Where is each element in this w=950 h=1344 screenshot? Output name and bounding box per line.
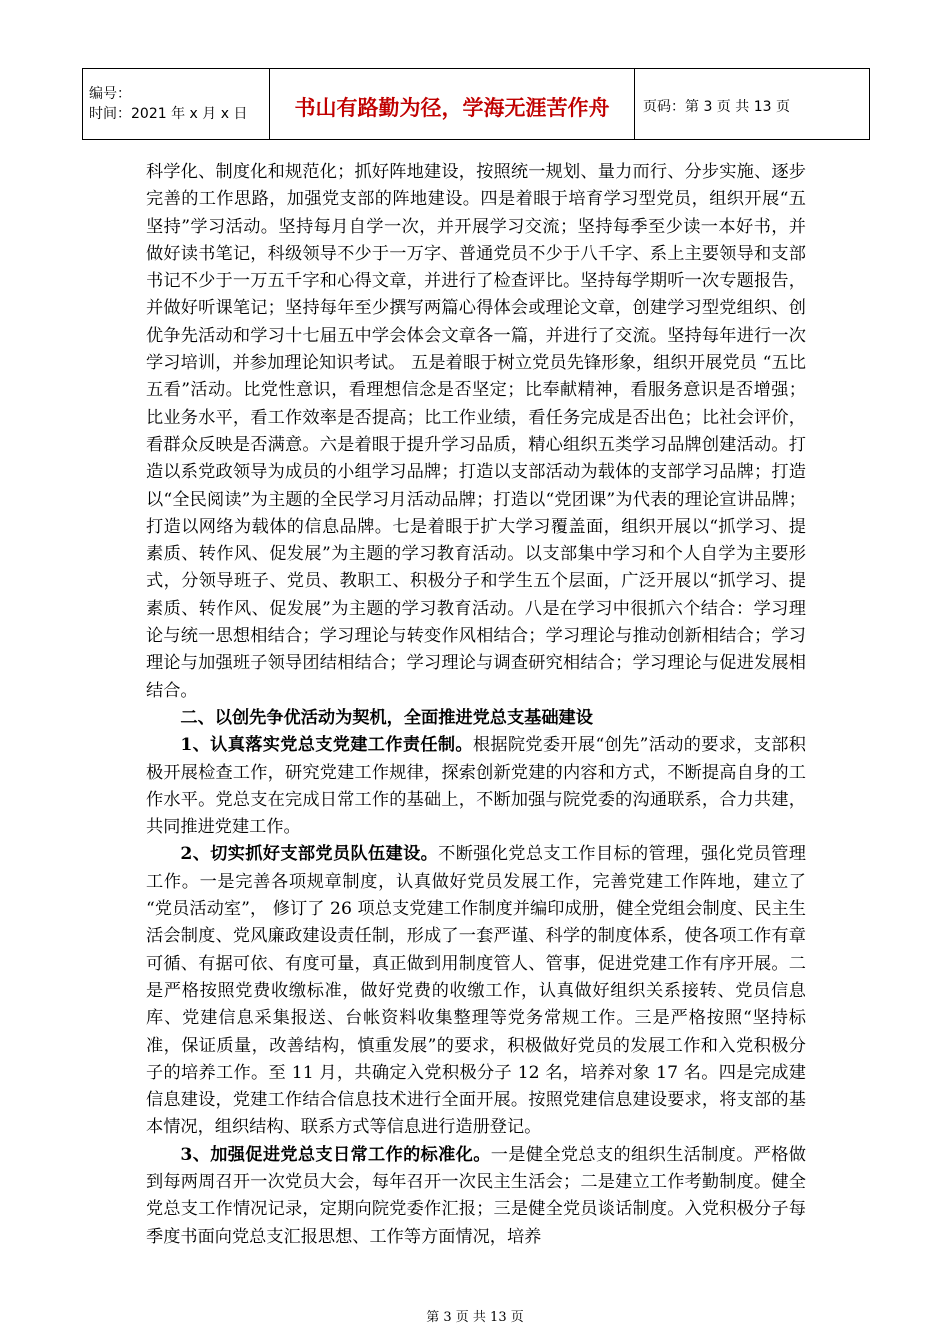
item-2-title: 2、切实抓好支部党员队伍建设。 (180, 844, 439, 865)
item-1-text: 根据院党委开展“创先”活动的要求，支部积极开展检查工作，研究党建工作规律，探索创新党建的内容和方式，不断提高自身的工作水平。党总支在完成日常工作的基础上，不断加强与院党委的沟通联系，合力共建，共同推进党建工作。 (146, 735, 806, 838)
item-3-title: 3、加强促进党总支日常工作的标准化。 (180, 1144, 491, 1165)
item-2-text: 不断强化党总支工作目标的管理，强化党员管理工作。一是完善各项规章制度，认真做好党员发展工作，完善党建工作阵地，建立了 “党员活动室”， 修订了 26 项总支党建工作制度并编印成册，健全党组会制度、民主生活会制度、党风廉政建设责任制，形成了一套严谨、科学的制度体系，使各项工作有章可循、有据可依、有度可量，真正做到用制度管人、管事，促进党建工作有序开展。二是严格按照党费收缴标准，做好党费的收缴工作，认真做好组织关系接转、党员信息库、党建信息采集报送、台帐资料收集整理等党务常规工作。三是严格按照“坚持标准，保证质量，改善结构，慎重发展”的要求，积极做好党员的发展工作和入党积极分子的培养工作。至 11 月，共确定入党积极分子 12 名，培养对象 17 名。四是完成建信息建设，党建工作结合信息技术进行全面开展。按照党建信息建设要求，将支部的基本情况，组织结构、联系方式等信息进行造册登记。 (146, 844, 806, 1138)
paragraph-item-1 (146, 732, 806, 841)
header-table (82, 68, 870, 140)
section-heading: 二、以创先争优活动为契机，全面推进党总支基础建设 (180, 707, 593, 728)
item-1-title: 1、认真落实党总支党建工作责任制。 (180, 735, 473, 756)
header-page-info: 页码：第 3 页 共 13 页 (635, 69, 870, 140)
paragraph-continuation: 科学化、制度化和规范化；抓好阵地建设，按照统一规划、量力而行、分步实施、逐步完善的工作思路，加强党支部的阵地建设。四是着眼于培育学习型党员，组织开展“五坚持”学习活动。坚持每月自学一次，并开展学习交流；坚持每季至少读一本好书，并做好读书笔记，科级领导不少于一万字、普通党员不少于八千字、系上主要领导和支部书记不少于一万五千字和心得文章，并进行了检查评比。坚持每学期听一次专题报告，并做好听课笔记；坚持每年至少撰写两篇心得体会或理论文章，创建学习型党组织、创优争先活动和学习十七届五中学会体会文章各一篇，并进行了交流。坚持每年进行一次学习培训，并参加理论知识考试。 五是着眼于树立党员先锋形象，组织开展党员 “五比五看”活动。比党性意识，看理想信念是否坚定；比奉献精神，看服务意识是否增强；比业务水平，看工作效率是否提高；比工作业绩，看任务完成是否出色；比社会评价，看群众反映是否满意。六是着眼于提升学习品质，精心组织五类学习品牌创建活动。打造以系党政领导为成员的小组学习品牌；打造以支部活动为载体的支部学习品牌；打造以“全民阅读”为主题的全民学习月活动品牌；打造以“党团课”为代表的理论宣讲品牌；打造以网络为载体的信息品牌。七是着眼于扩大学习覆盖面，组织开展以“抓学习、提素质、转作风、促发展”为主题的学习教育活动。以支部集中学习和个人自学为主要形式，分领导班子、党员、教职工、积极分子和学生五个层面，广泛开展以“抓学习、提素质、转作风、促发展”为主题的学习教育活动。八是在学习中很抓六个结合：学习理论与统一思想相结合；学习理论与转变作风相结合；学习理论与推动创新相结合；学习理论与加强班子领导团结相结合；学习理论与调查研究相结合；学习理论与促进发展相结合。 (146, 162, 806, 701)
header-meta (83, 69, 270, 140)
number-label: 编号： (89, 86, 131, 102)
item-3-text: 一是健全党总支的组织生活制度。严格做到每两周召开一次党员大会，每年召开一次民主生活会；二是建立工作考勤制度。健全党总支工作情况记录，定期向院党委作汇报；三是健全党员谈话制度。入党积极分子每季度书面向党总支汇报思想、工作等方面情况，培养 (146, 1144, 806, 1247)
paragraph-item-3 (146, 1142, 806, 1251)
date-line: 时间：2021 年 x 月 x 日 (89, 106, 248, 122)
page-footer: 第 3 页 共 13 页 (426, 1310, 524, 1325)
header-motto: 书山有路勤为径，学海无涯苦作舟 (270, 69, 635, 140)
document-body (146, 159, 806, 1251)
paragraph-item-2 (146, 841, 806, 1141)
